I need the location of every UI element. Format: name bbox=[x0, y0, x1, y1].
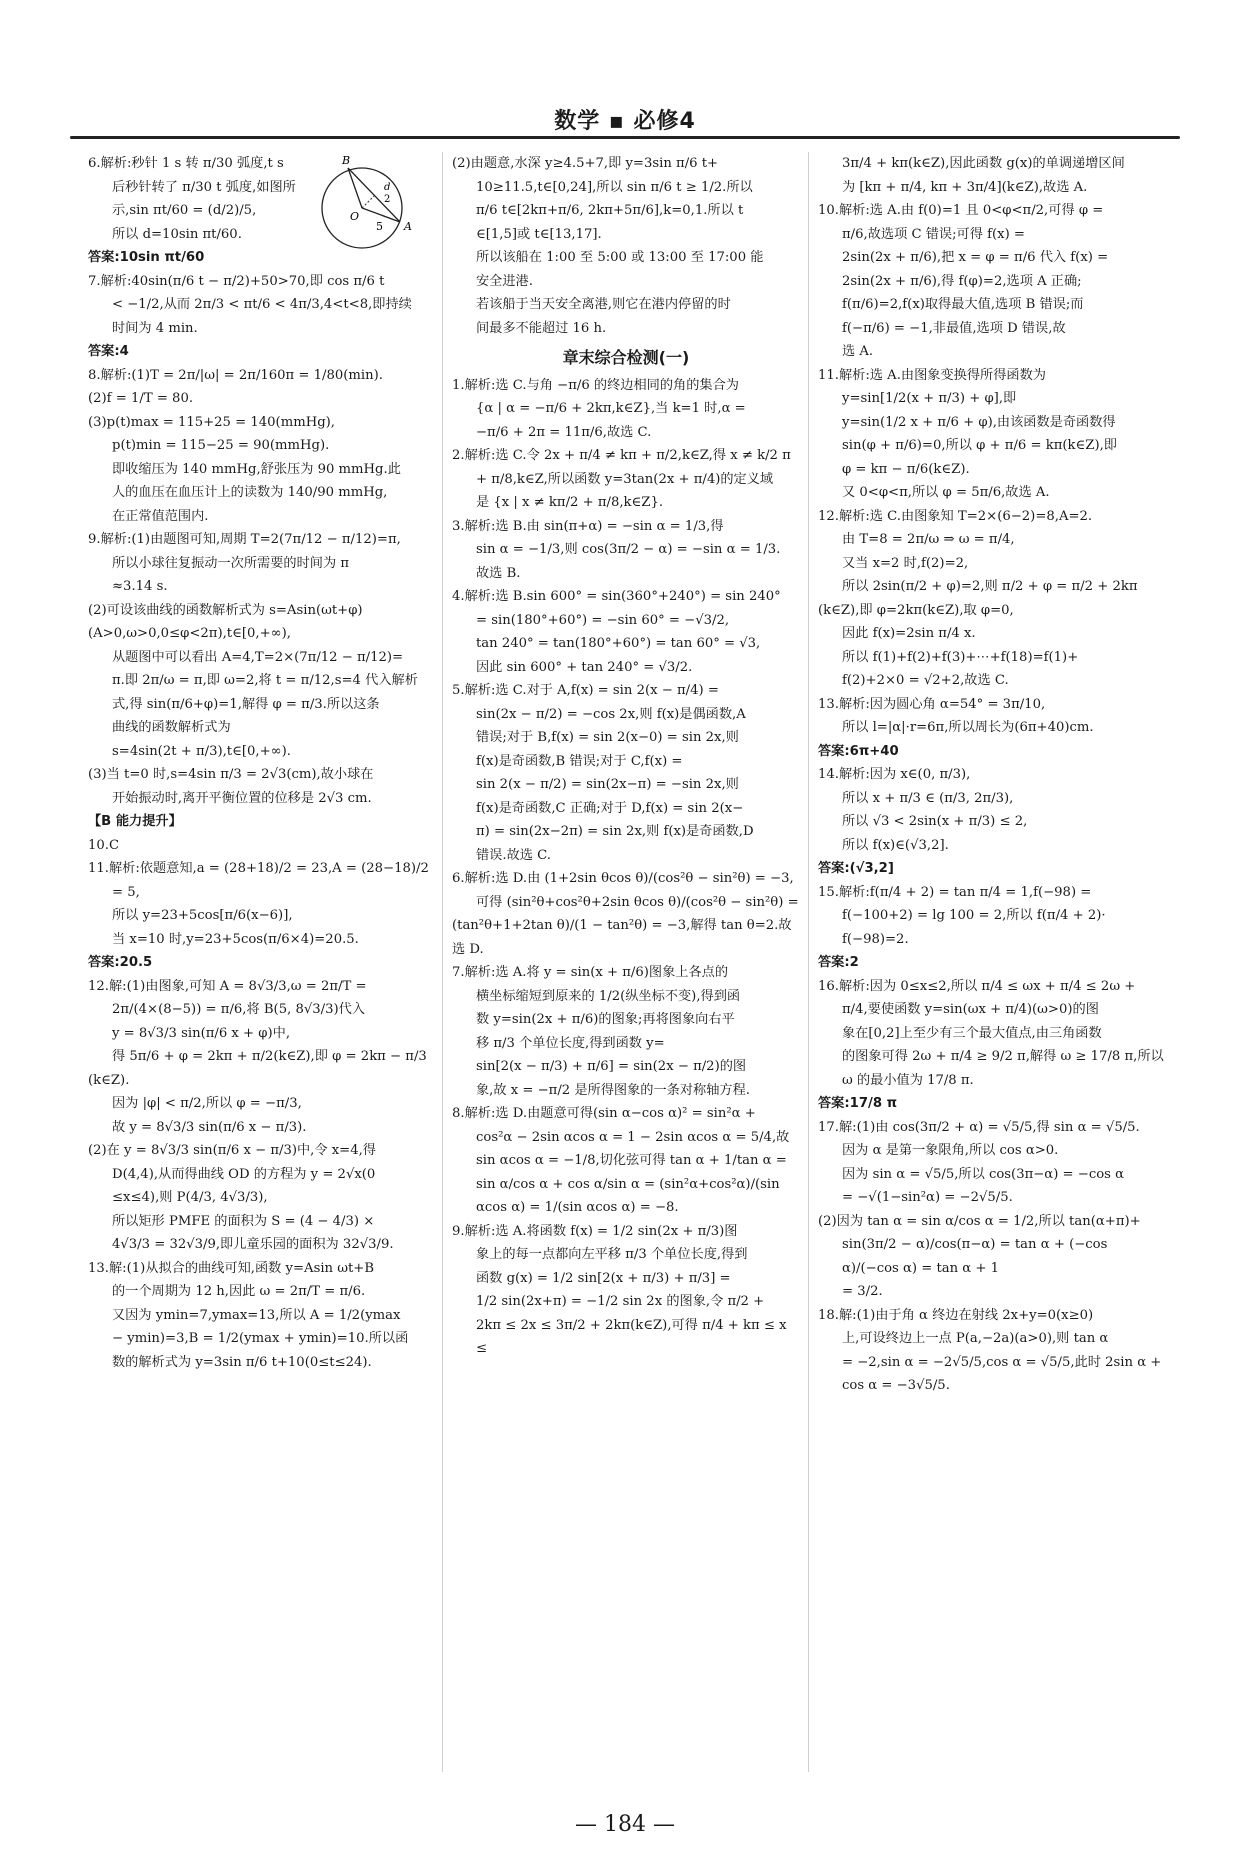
text-line: 因为 α 是第一象限角,所以 cos α>0. bbox=[842, 1143, 1059, 1158]
header-title: 数学 ▪ 必修4 bbox=[554, 109, 696, 134]
text-line: 答案:(√3,2] bbox=[818, 861, 894, 876]
text-line: (2)由题意,水深 y≥4.5+7,即 y=3sin π/6 t+ bbox=[452, 156, 719, 171]
text-line: (3)当 t=0 时,s=4sin π/3 = 2√3(cm),故小球在 bbox=[88, 767, 374, 782]
text-line: 是 {x | x ≠ kπ/2 + π/8,k∈Z}. bbox=[476, 495, 664, 510]
text-line: 16.解析:因为 0≤x≤2,所以 π/4 ≤ ωx + π/4 ≤ 2ω + bbox=[818, 978, 1136, 994]
column-right bbox=[818, 152, 1166, 1792]
text-line: 故 y = 8√3/3 sin(π/6 x − π/3). bbox=[112, 1119, 307, 1135]
text-line: 答案:20.5 bbox=[88, 955, 153, 970]
text-line: D(4,4),从而得曲线 OD 的方程为 y = 2√x(0 bbox=[112, 1166, 376, 1182]
text-line: 在正常值范围内. bbox=[112, 508, 209, 524]
text-line: 为 [kπ + π/4, kπ + 3π/4](k∈Z),故选 A. bbox=[842, 179, 1088, 195]
text-line: (k∈Z),即 φ=2kπ(k∈Z),取 φ=0, bbox=[818, 602, 1014, 618]
text-line: 14.解析:因为 x∈(0, π/3), bbox=[818, 767, 971, 782]
text-line: sin[2(x − π/3) + π/6] = sin(2x − π/2)的图 bbox=[476, 1059, 747, 1074]
text-line: π/6,故选项 C 错误;可得 f(x) = bbox=[842, 226, 1025, 242]
text-line: 【B 能力提升】 bbox=[88, 814, 182, 829]
text-line: (A>0,ω>0,0≤φ<2π),t∈[0,+∞), bbox=[88, 626, 291, 641]
text-line: 6.解析:选 D.由 (1+2sin θcos θ)/(cos²θ − sin²θ) = −3, bbox=[452, 871, 794, 886]
text-line: π/6 t∈[2kπ+π/6, 2kπ+5π/6],k=0,1.所以 t bbox=[476, 203, 744, 218]
text-line: 2sin(2x + π/6),把 x = φ = π/6 代入 f(x) = bbox=[842, 250, 1109, 265]
text-line: (2)可设该曲线的函数解析式为 s=Asin(ωt+φ) bbox=[88, 602, 363, 618]
text-line: 示,sin πt/60 = (d/2)/5, bbox=[112, 203, 257, 218]
text-line: 由 T=8 = 2π/ω ⇒ ω = π/4, bbox=[842, 532, 1015, 547]
text-line: = sin(180°+60°) = −sin 60° = −√3/2, bbox=[476, 612, 730, 628]
header-rule bbox=[70, 136, 1180, 139]
text-line: = 5, bbox=[112, 884, 140, 900]
text-line: sin(2x − π/2) = −cos 2x,则 f(x)是偶函数,A bbox=[476, 706, 746, 722]
text-line: sin 2(x − π/2) = sin(2x−π) = −sin 2x,则 bbox=[476, 777, 739, 792]
column-middle-intro bbox=[452, 152, 800, 340]
text-line: 错误.故选 C. bbox=[476, 847, 551, 863]
column-middle-lines bbox=[452, 374, 800, 1361]
text-line: y=sin[1/2(x + π/3) + φ],即 bbox=[842, 391, 1017, 406]
text-line: f(−π/6) = −1,非最值,选项 D 错误,故 bbox=[842, 320, 1066, 336]
text-line: 8.解析:选 D.由题意可得(sin α−cos α)² = sin²α + bbox=[452, 1106, 756, 1121]
text-line: 时间为 4 min. bbox=[112, 320, 198, 336]
text-line: ≤x≤4),则 P(4/3, 4√3/3), bbox=[112, 1190, 268, 1205]
text-line: 8.解析:(1)T = 2π/|ω| = 2π/160π = 1/80(min). bbox=[88, 367, 383, 383]
text-line: 2sin(2x + π/6),得 f(φ)=2,选项 A 正确; bbox=[842, 273, 1082, 289]
text-line: π) = sin(2x−2π) = sin 2x,则 f(x)是奇函数,D bbox=[476, 824, 754, 839]
svg-text:d: d bbox=[384, 182, 391, 193]
text-line: (tan²θ+1+2tan θ)/(1 − tan²θ) = −3,解得 tan θ=2.故选 D. bbox=[452, 918, 792, 957]
text-line: 后秒针转了 π/30 t 弧度,如图所 bbox=[112, 179, 296, 195]
clock-circle-figure bbox=[310, 152, 430, 260]
text-line: 所以小球往复振动一次所需要的时间为 π bbox=[112, 555, 350, 571]
text-line: (2)在 y = 8√3/3 sin(π/6 x − π/3)中,令 x=4,得 bbox=[88, 1143, 376, 1158]
text-line: 10.C bbox=[88, 837, 120, 853]
text-line: 13.解析:因为圆心角 α=54° = 3π/10, bbox=[818, 696, 1046, 712]
text-line: 9.解析:(1)由题图可知,周期 T=2(7π/12 − π/12)=π, bbox=[88, 532, 401, 547]
text-line: + π/8,k∈Z,所以函数 y=3tan(2x + π/4)的定义域 bbox=[476, 471, 774, 487]
text-line: (2)因为 tan α = sin α/cos α = 1/2,所以 tan(α+π)+ bbox=[818, 1213, 1141, 1229]
text-line: f(2)+2×0 = √2+2,故选 C. bbox=[842, 673, 1009, 688]
text-line: π.即 2π/ω = π,即 ω=2,将 t = π/12,s=4 代入解析 bbox=[112, 673, 418, 688]
text-line: s=4sin(2t + π/3),t∈[0,+∞). bbox=[112, 743, 291, 759]
text-line: 10≥11.5,t∈[0,24],所以 sin π/6 t ≥ 1/2.所以 bbox=[476, 179, 753, 195]
text-line: 函数 g(x) = 1/2 sin[2(x + π/3) + π/3] = bbox=[476, 1270, 731, 1286]
page-number: — 184 — bbox=[575, 1812, 675, 1837]
text-line: 5.解析:选 C.对于 A,f(x) = sin 2(x − π/4) = bbox=[452, 683, 719, 698]
text-line: φ = kπ − π/6(k∈Z). bbox=[842, 461, 970, 477]
text-line: 可得 (sin²θ+cos²θ+2sin θcos θ)/(cos²θ − sin²θ) = bbox=[476, 894, 799, 910]
text-line: 的图象可得 2ω + π/4 ≥ 9/2 π,解得 ω ≥ 17/8 π,所以 bbox=[842, 1049, 1164, 1064]
text-line: (3)p(t)max = 115+25 = 140(mmHg), bbox=[88, 414, 335, 430]
text-line: sin α = −1/3,则 cos(3π/2 − α) = −sin α = 1/3. bbox=[476, 542, 781, 557]
text-line: 人的血压在血压计上的读数为 140/90 mmHg, bbox=[112, 485, 388, 500]
text-line: 式,得 sin(π/6+φ)=1,解得 φ = π/3.所以这条 bbox=[112, 696, 380, 712]
text-line: 因为 sin α = √5/5,所以 cos(3π−α) = −cos α bbox=[842, 1166, 1125, 1182]
text-line: 答案:10sin πt/60 bbox=[88, 250, 205, 265]
text-line: f(−100+2) = lg 100 = 2,所以 f(π/4 + 2)· bbox=[842, 908, 1106, 923]
text-line: 15.解析:f(π/4 + 2) = tan π/4 = 1,f(−98) = bbox=[818, 884, 1092, 900]
column-divider bbox=[442, 152, 443, 1772]
text-line: ∈[1,5]或 t∈[13,17]. bbox=[476, 226, 602, 242]
text-line: 答案:17/8 π bbox=[818, 1096, 898, 1111]
svg-text:5: 5 bbox=[376, 220, 383, 233]
text-line: y = 8√3/3 sin(π/6 x + φ)中, bbox=[112, 1025, 291, 1041]
text-line: sin αcos α = −1/8,切化弦可得 tan α + 1/tan α = bbox=[476, 1153, 787, 1168]
text-line: 3.解析:选 B.由 sin(π+α) = −sin α = 1/3,得 bbox=[452, 518, 724, 534]
text-line: 答案:2 bbox=[818, 955, 859, 970]
svg-text:B: B bbox=[342, 154, 351, 167]
text-line: 又因为 ymin=7,ymax=13,所以 A = 1/2(ymax bbox=[112, 1307, 401, 1323]
text-line: sin(φ + π/6)=0,所以 φ + π/6 = kπ(k∈Z),即 bbox=[842, 438, 1117, 453]
text-line: 答案:4 bbox=[88, 344, 129, 359]
text-line: 11.解析:依题意知,a = (28+18)/2 = 23,A = (28−18)/2 bbox=[88, 861, 429, 876]
text-line: (k∈Z). bbox=[88, 1072, 130, 1088]
text-line: 所以 2sin(π/2 + φ)=2,则 π/2 + φ = π/2 + 2kπ bbox=[842, 579, 1138, 594]
text-line: 所以矩形 PMFE 的面积为 S = (4 − 4/3) × bbox=[112, 1213, 375, 1229]
text-line: 17.解:(1)由 cos(3π/2 + α) = √5/5,得 sin α = √5/5. bbox=[818, 1119, 1140, 1135]
text-line: 所以 l=|α|·r=6π,所以周长为(6π+40)cm. bbox=[842, 720, 1094, 735]
text-line: 2.解析:选 C.令 2x + π/4 ≠ kπ + π/2,k∈Z,得 x ≠ k/2 π bbox=[452, 448, 791, 463]
text-line: 所以 f(x)∈(√3,2]. bbox=[842, 837, 949, 853]
text-line: 从题图中可以看出 A=4,T=2×(7π/12 − π/12)= bbox=[112, 649, 404, 665]
text-line: − ymin)=3,B = 1/2(ymax + ymin)=10.所以函 bbox=[112, 1331, 409, 1346]
text-line: 的一个周期为 12 h,因此 ω = 2π/T = π/6. bbox=[112, 1284, 366, 1299]
text-line: 7.解析:40sin(π/6 t − π/2)+50>70,即 cos π/6 t bbox=[88, 273, 385, 289]
column-middle bbox=[452, 152, 800, 1792]
text-line: 10.解析:选 A.由 f(0)=1 且 0<φ<π/2,可得 φ = bbox=[818, 203, 1104, 218]
text-line: 得 5π/6 + φ = 2kπ + π/2(k∈Z),即 φ = 2kπ − π/3 bbox=[112, 1049, 427, 1064]
text-line: 上,可设终边上一点 P(a,−2a)(a>0),则 tan α bbox=[842, 1331, 1109, 1346]
text-line: 若该船于当天安全离港,则它在港内停留的时 bbox=[476, 297, 731, 312]
text-line: 当 x=10 时,y=23+5cos(π/6×4)=20.5. bbox=[112, 931, 359, 947]
text-line: f(π/6)=2,f(x)取得最大值,选项 B 错误;而 bbox=[842, 297, 1084, 312]
text-line: = −2,sin α = −2√5/5,cos α = √5/5,此时 2sin α + bbox=[842, 1354, 1162, 1370]
text-line: 又 0<φ<π,所以 φ = 5π/6,故选 A. bbox=[842, 485, 1050, 500]
text-line: 数 y=sin(2x + π/6)的图象;再将图象向右平 bbox=[476, 1012, 735, 1027]
text-line: 4.解析:选 B.sin 600° = sin(360°+240°) = sin 240° bbox=[452, 589, 781, 604]
text-line: (2)f = 1/T = 80. bbox=[88, 391, 194, 406]
text-line: 12.解:(1)由图象,可知 A = 8√3/3,ω = 2π/T = bbox=[88, 978, 367, 994]
text-line: 所以 d=10sin πt/60. bbox=[112, 226, 242, 242]
text-line: f(−98)=2. bbox=[842, 931, 909, 947]
text-line: cos²α − 2sin αcos α = 1 − 2sin αcos α = 5/4,故 bbox=[476, 1129, 790, 1145]
column-right-lines bbox=[818, 152, 1166, 1398]
text-line: 18.解:(1)由于角 α 终边在射线 2x+y=0(x≥0) bbox=[818, 1307, 1094, 1323]
text-line: 1.解析:选 C.与角 −π/6 的终边相同的角的集合为 bbox=[452, 377, 739, 393]
text-line: 12.解析:选 C.由图象知 T=2×(6−2)=8,A=2. bbox=[818, 508, 1093, 524]
text-line: p(t)min = 115−25 = 90(mmHg). bbox=[112, 438, 330, 453]
text-line: 开始振动时,离开平衡位置的位移是 2√3 cm. bbox=[112, 790, 372, 806]
text-line: 横坐标缩短到原来的 1/2(纵坐标不变),得到函 bbox=[476, 988, 741, 1004]
text-line: = −√(1−sin²α) = −2√5/5. bbox=[842, 1190, 1013, 1205]
text-line: < −1/2,从而 2π/3 < πt/6 < 4π/3,4<t<8,即持续 bbox=[112, 297, 412, 312]
svg-text:O: O bbox=[350, 210, 360, 223]
text-line: 移 π/3 个单位长度,得到函数 y= bbox=[476, 1035, 665, 1051]
text-line: 因此 sin 600° + tan 240° = √3/2. bbox=[476, 659, 693, 675]
svg-text:2: 2 bbox=[384, 194, 391, 205]
text-line: 所以 f(1)+f(2)+f(3)+⋯+f(18)=f(1)+ bbox=[842, 649, 1079, 665]
text-line: 故选 B. bbox=[476, 565, 521, 581]
text-line: 错误;对于 B,f(x) = sin 2(x−0) = sin 2x,则 bbox=[476, 730, 739, 745]
page-header bbox=[70, 100, 1180, 146]
text-line: 曲线的函数解析式为 bbox=[112, 720, 231, 735]
column-divider bbox=[808, 152, 809, 1772]
text-line: 所以 √3 < 2sin(x + π/3) ≤ 2, bbox=[842, 814, 1028, 829]
text-line: sin(3π/2 − α)/cos(π−α) = tan α + (−cos α)/(−cos α) = tan α + 1 bbox=[842, 1237, 1112, 1276]
text-line: 间最多不能超过 16 h. bbox=[476, 320, 607, 336]
text-line: 所以 x + π/3 ∈ (π/3, 2π/3), bbox=[842, 790, 1014, 806]
text-line: {α | α = −π/6 + 2kπ,k∈Z},当 k=1 时,α = bbox=[476, 401, 746, 416]
text-line: ≈3.14 s. bbox=[112, 579, 168, 594]
text-line: sin α/cos α + cos α/sin α = (sin²α+cos²α)/(sin αcos α) = 1/(sin αcos α) = −8. bbox=[476, 1176, 784, 1215]
text-line: 2π/(4×(8−5)) = π/6,将 B(5, 8√3/3)代入 bbox=[112, 1002, 366, 1017]
text-line: 13.解:(1)从拟合的曲线可知,函数 y=Asin ωt+B bbox=[88, 1260, 375, 1276]
text-line: −π/6 + 2π = 11π/6,故选 C. bbox=[476, 424, 652, 440]
text-line: f(x)是奇函数,B 错误;对于 C,f(x) = bbox=[476, 753, 683, 769]
text-line: 安全进港. bbox=[476, 273, 533, 289]
text-line: 3π/4 + kπ(k∈Z),因此函数 g(x)的单调递增区间 bbox=[842, 156, 1125, 171]
text-line: 答案:6π+40 bbox=[818, 743, 899, 759]
text-line: 9.解析:选 A.将函数 f(x) = 1/2 sin(2x + π/3)图 bbox=[452, 1223, 738, 1239]
svg-text:A: A bbox=[404, 220, 412, 233]
text-line: y=sin(1/2 x + π/6 + φ),由该函数是奇函数得 bbox=[842, 414, 1116, 430]
text-line: cos α = −3√5/5. bbox=[842, 1378, 950, 1393]
text-line: f(x)是奇函数,C 正确;对于 D,f(x) = sin 2(x− bbox=[476, 800, 744, 816]
text-line: 1/2 sin(2x+π) = −1/2 sin 2x 的图象,令 π/2 + bbox=[476, 1294, 765, 1309]
text-line: 数的解析式为 y=3sin π/6 t+10(0≤t≤24). bbox=[112, 1354, 372, 1370]
text-line: 6.解析:秒针 1 s 转 π/30 弧度,t s bbox=[88, 156, 284, 171]
column-left-lines bbox=[88, 152, 436, 1374]
text-line: 4√3/3 = 32√3/9,即儿童乐园的面积为 32√3/9. bbox=[112, 1237, 394, 1252]
text-line: 象在[0,2]上至少有三个最大值点,由三角函数 bbox=[842, 1025, 1102, 1041]
text-line: 象上的每一点都向左平移 π/3 个单位长度,得到 bbox=[476, 1247, 748, 1262]
text-line: 所以 y=23+5cos[π/6(x−6)], bbox=[112, 908, 293, 923]
text-line: 7.解析:选 A.将 y = sin(x + π/6)图象上各点的 bbox=[452, 965, 729, 980]
text-line: π/4,要使函数 y=sin(ωx + π/4)(ω>0)的图 bbox=[842, 1002, 1099, 1017]
column-left bbox=[88, 152, 436, 1792]
text-line: 选 A. bbox=[842, 344, 874, 359]
section-heading: 章末综合检测(一) bbox=[562, 348, 690, 367]
text-line: 即收缩压为 140 mmHg,舒张压为 90 mmHg.此 bbox=[112, 461, 401, 477]
text-line: tan 240° = tan(180°+60°) = tan 60° = √3, bbox=[476, 636, 761, 651]
text-line: 象,故 x = −π/2 是所得图象的一条对称轴方程. bbox=[476, 1082, 750, 1098]
text-line: 因为 |φ| < π/2,所以 φ = −π/3, bbox=[112, 1096, 302, 1111]
text-line: 因此 f(x)=2sin π/4 x. bbox=[842, 626, 976, 641]
text-line: 又当 x=2 时,f(2)=2, bbox=[842, 555, 969, 571]
text-line: 2kπ ≤ 2x ≤ 3π/2 + 2kπ(k∈Z),可得 π/4 + kπ ≤ x ≤ bbox=[476, 1317, 791, 1356]
text-line: 所以该船在 1:00 至 5:00 或 13:00 至 17:00 能 bbox=[476, 250, 764, 265]
text-line: = 3/2. bbox=[842, 1284, 883, 1299]
text-line: 11.解析:选 A.由图象变换得所得函数为 bbox=[818, 367, 1046, 383]
text-line: ω 的最小值为 17/8 π. bbox=[842, 1072, 974, 1088]
